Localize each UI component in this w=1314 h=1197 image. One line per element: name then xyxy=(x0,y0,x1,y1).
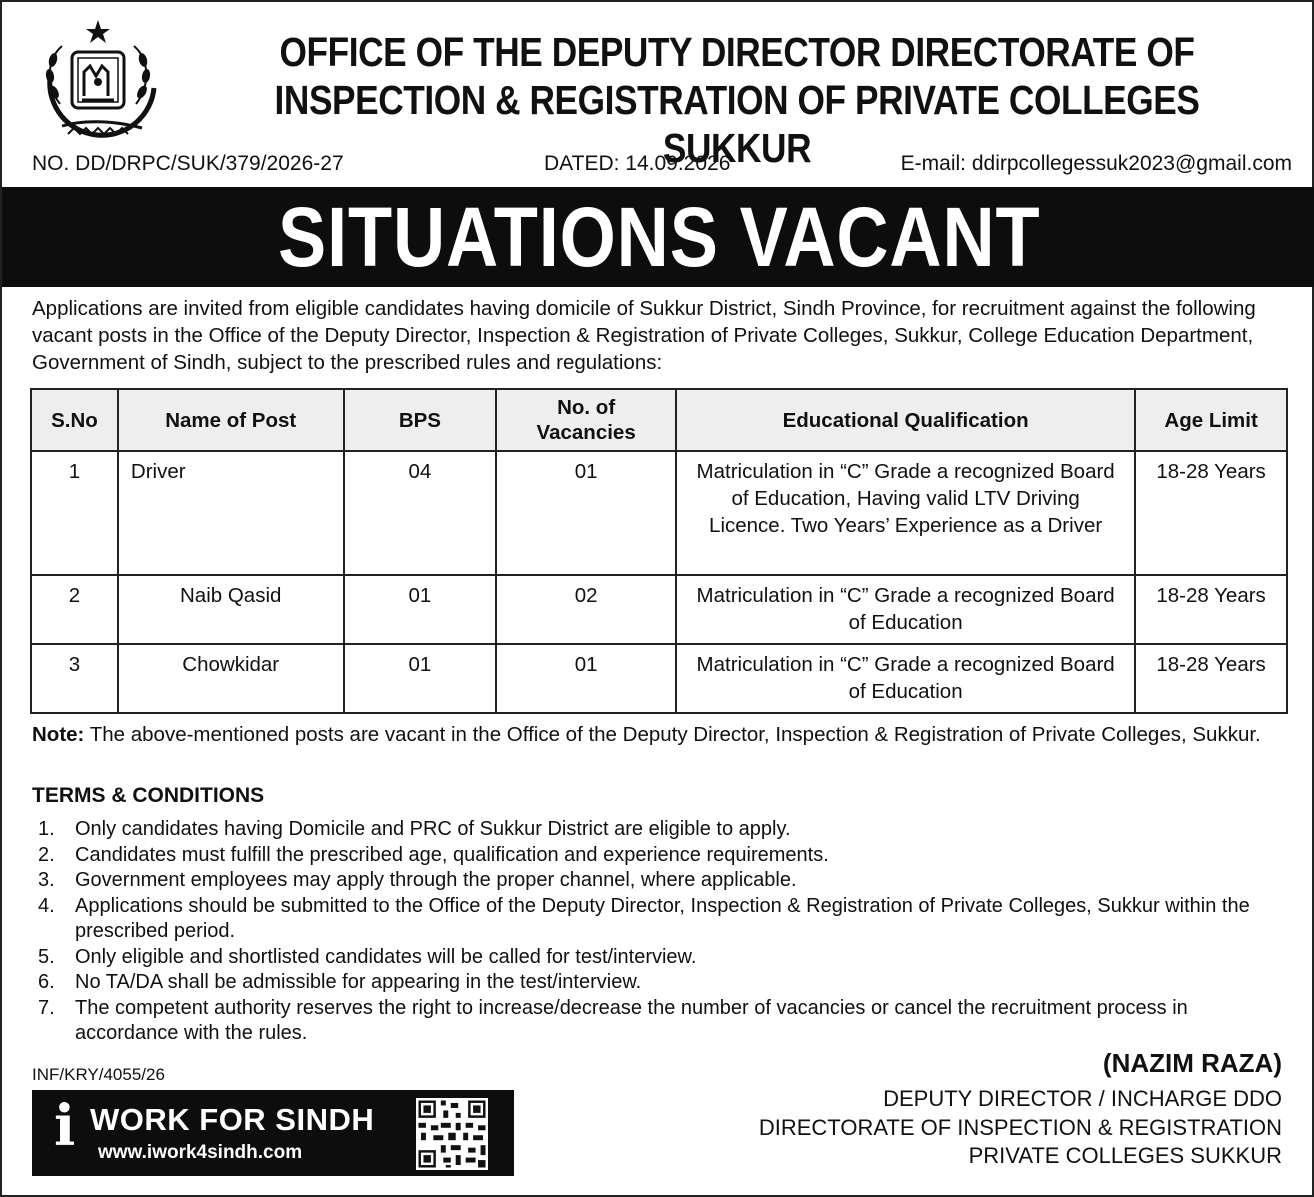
header-vacancies-line1: No. of xyxy=(557,396,616,419)
banner-heading: SITUATIONS VACANT xyxy=(277,189,1041,284)
reference-row xyxy=(32,152,1292,182)
term-number: 4. xyxy=(38,894,55,917)
header-sno: S.No xyxy=(31,389,118,451)
term-number: 7. xyxy=(38,996,55,1019)
cell-age: 18-28 Years xyxy=(1135,451,1287,575)
note-label: Note: xyxy=(32,723,85,746)
header-bps: BPS xyxy=(344,389,497,451)
cell-sno: 3 xyxy=(31,644,118,713)
cell-age: 18-28 Years xyxy=(1135,644,1287,713)
list-item xyxy=(32,868,1294,894)
header-age: Age Limit xyxy=(1135,389,1287,451)
cell-age: 18-28 Years xyxy=(1135,575,1287,644)
term-text: Only candidates having Domicile and PRC of Sukkur District are eligible to apply. xyxy=(75,818,791,840)
term-text: Candidates must fulfill the prescribed age, qualification and experience requirements. xyxy=(75,843,829,866)
office-title-line1: OFFICE OF THE DEPUTY DIRECTOR DIRECTORATE OF xyxy=(279,29,1195,75)
header-qualification: Educational Qualification xyxy=(676,389,1135,451)
term-text: No TA/DA shall be admissible for appearing in the test/interview. xyxy=(75,971,642,993)
term-text: The competent authority reserves the right to increase/decrease the number of vacancies or cancel the recruitment process in accordance with the rules. xyxy=(75,996,1188,1044)
table-row xyxy=(31,575,1287,644)
cell-post: Driver xyxy=(118,451,344,575)
terms-list xyxy=(32,817,1294,1047)
list-item xyxy=(32,817,1294,843)
cell-qualification: Matriculation in “C” Grade a recognized Board of Education xyxy=(676,575,1135,644)
dated: DATED: 14.09.2026 xyxy=(544,152,731,175)
iwork-brand: WORK FOR SINDH xyxy=(90,1102,375,1137)
signature-block xyxy=(759,1045,1282,1171)
iwork-i-icon: i xyxy=(54,1093,76,1159)
terms-heading: TERMS & CONDITIONS xyxy=(32,784,265,807)
vacancies-table xyxy=(30,388,1288,714)
cell-bps: 04 xyxy=(344,451,497,575)
term-text: Government employees may apply through the proper channel, where applicable. xyxy=(75,869,797,891)
list-item xyxy=(32,970,1294,996)
table-header-row xyxy=(31,389,1287,451)
signatory-directorate: DIRECTORATE OF INSPECTION & REGISTRATION xyxy=(758,1114,1282,1140)
qr-code-icon[interactable] xyxy=(416,1098,488,1170)
table-row xyxy=(31,451,1287,575)
cell-qualification: Matriculation in “C” Grade a recognized Board of Education, Having valid LTV Driving Licence. Two Years’ Experience as a Driver xyxy=(676,451,1135,575)
list-item xyxy=(32,894,1294,945)
term-number: 2. xyxy=(38,843,55,866)
table-row xyxy=(31,644,1287,713)
list-item xyxy=(32,996,1294,1047)
header-vacancies-line2: Vacancies xyxy=(536,421,636,444)
cell-bps: 01 xyxy=(344,644,497,713)
signatory-name: (NAZIM RAZA) xyxy=(1102,1048,1282,1078)
term-text: Only eligible and shortlisted candidates will be called for test/interview. xyxy=(75,945,697,968)
cell-sno: 1 xyxy=(31,451,118,575)
list-item xyxy=(32,843,1294,869)
cell-post: Chowkidar xyxy=(118,644,344,713)
iwork-for-sindh-badge xyxy=(32,1090,514,1176)
cell-vacancies: 01 xyxy=(496,451,676,575)
intro-paragraph: Applications are invited from eligible candidates having domicile of Sukkur District, Sindh Province, for recruitment against the following vacant posts in the Office of the Deputy Director, Inspection & Registration of Private Colleges, Sukkur, College Education Department, Government of Sindh, subject to the prescribed rules and regulations: xyxy=(32,297,1256,374)
office-title xyxy=(260,28,1215,172)
situations-vacant-banner xyxy=(2,187,1314,287)
office-title-line2: INSPECTION & REGISTRATION OF PRIVATE COLLEGES SUKKUR xyxy=(274,77,1200,171)
term-number: 1. xyxy=(38,818,55,840)
term-number: 6. xyxy=(38,971,55,993)
term-number: 5. xyxy=(38,945,55,968)
term-number: 3. xyxy=(38,869,55,891)
cell-vacancies: 01 xyxy=(496,644,676,713)
inf-number: INF/KRY/4055/26 xyxy=(32,1065,165,1084)
iwork-url[interactable]: www.iwork4sindh.com xyxy=(98,1142,303,1163)
cell-bps: 01 xyxy=(344,575,497,644)
note-paragraph xyxy=(32,722,1294,747)
email-address: E-mail: ddirpcollegessuk2023@gmail.com xyxy=(900,152,1292,175)
cell-qualification: Matriculation in “C” Grade a recognized Board of Education xyxy=(676,644,1135,713)
header-vacancies xyxy=(496,389,676,451)
note-text: The above-mentioned posts are vacant in the Office of the Deputy Director, Inspection & Registration of Private Colleges, Sukkur. xyxy=(84,723,1261,746)
header-post: Name of Post xyxy=(118,389,344,451)
term-text: Applications should be submitted to the Office of the Deputy Director, Inspection & Registration of Private Colleges, Sukkur within the prescribed period. xyxy=(75,894,1250,942)
cell-post: Naib Qasid xyxy=(118,575,344,644)
reference-number: NO. DD/DRPC/SUK/379/2026-27 xyxy=(32,152,344,175)
signatory-office: PRIVATE COLLEGES SUKKUR xyxy=(968,1143,1282,1168)
signatory-designation: DEPUTY DIRECTOR / INCHARGE DDO xyxy=(883,1086,1282,1111)
sindh-government-emblem xyxy=(32,16,172,148)
cell-sno: 2 xyxy=(31,575,118,644)
cell-vacancies: 02 xyxy=(496,575,676,644)
list-item xyxy=(32,945,1294,971)
